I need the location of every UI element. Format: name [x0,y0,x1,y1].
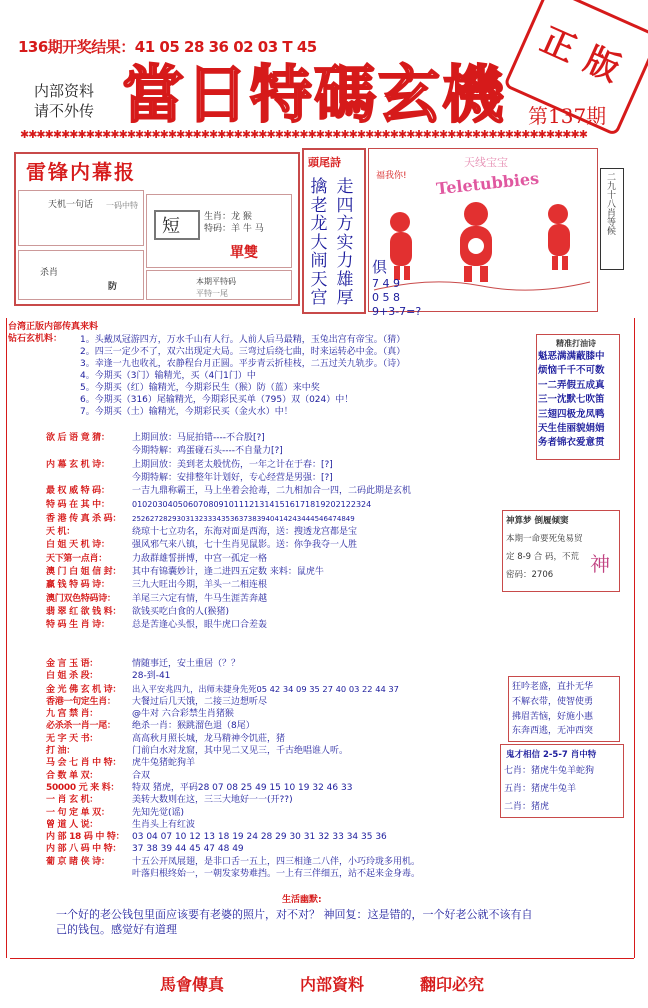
life-text-1: 一个好的老公钱包里面应该要有老婆的照片，对不对？ 神回复：这是错的，一个好老公就不该有自 [56,908,533,921]
table-row [46,696,506,708]
list-item: 东奔西逃，无冲西突 [512,726,594,737]
poem-char: 天 [310,269,328,290]
table-row [46,868,506,880]
row-label: 特 码 生 肖 诗： [46,620,110,631]
row-value: 高高秋月照长城，龙马精神令饥莊，猪 [132,733,286,744]
table-row [46,831,506,843]
table-row [46,485,500,498]
table-row [46,720,506,732]
side-box-4-title: 鬼才相信 2-5-7 肖中特 [506,750,597,760]
table-row [46,807,506,819]
row-label: 天 机： [46,527,75,538]
calc-line-1: 7 4 9 [372,277,400,290]
result-line: 136期开奖结果：41 05 28 36 02 03 T 45 [18,38,317,56]
side-box-1-lines [538,350,618,451]
row-label: 曾 道 人 说： [46,819,99,830]
side-box-2-line3: 定 8-9 合 码，不荒 [506,552,579,562]
row-value: 28-到-41 [132,671,171,682]
row-value: 生肖头上有红波 [132,819,196,830]
row-label: 一 句 定 单 双： [46,807,110,818]
row-label: 九 宫 禁 肖： [46,709,99,720]
left-note-2: 请不外传 [34,102,95,120]
list-item: 三一沈默七吹笛 [538,394,605,406]
row-value: 出入平安兆四九，出师未捷身先死05 42 34 09 35 27 40 03 22 44 37 [132,683,399,694]
list-item: 一二弄假五成真 [538,379,605,391]
row-value: 总是苦逢心头恨，眼牛虎口合差轰 [132,620,268,631]
row-label: 最 权 威 特 码： [46,486,110,497]
table-row [46,513,500,526]
row-value: 绕琼十七立功名，东海对面是西海，送：搜透龙宫都是宝 [132,527,358,538]
table-row [46,472,500,485]
left-inner-a [18,190,144,246]
table-row [46,733,506,745]
table-row [46,757,506,769]
table-row [46,606,500,619]
row-value: 上期回放：马屁拍错----不合股[?] [132,433,265,443]
row-label: 澳门双色特码诗： [46,593,116,604]
list-item: 三翅四极龙凤鸭 [538,408,605,420]
list-item: 烦恼千千不可数 [538,365,605,377]
row-label: 内 部 18 码 中 特： [46,832,125,843]
list-item: 七肖：猪虎牛兔羊蛇狗 [504,766,595,776]
row-value: 绝杀一肖：猴跳溜色退（8尾） [132,721,255,732]
row-label: 打 油： [46,746,75,757]
row-value: 力敌群雄誓拼博，中宫一孤定一格 [132,553,268,564]
side-box-4-lines [504,762,620,816]
side-text: 二九十八肖等候 [605,172,615,235]
table-row [46,593,500,606]
main-frame-left [6,318,7,958]
list-item: 魁恶满满蔽膝中 [538,351,605,362]
table-row [46,619,500,632]
star-divider: ✱✱✱✱✱✱✱✱✱✱✱✱✱✱✱✱✱✱✱✱✱✱✱✱✱✱✱✱✱✱✱✱✱✱✱✱✱✱✱✱✱✱✱✱✱✱✱✱✱✱✱✱✱✱✱✱✱✱✱✱✱✱✱✱✱✱✱✱✱ [20,128,587,141]
row-label: 内 幕 玄 机 诗： [46,459,110,470]
table-row [46,819,506,831]
table-row [46,566,500,579]
row-value: 其中有锦囊妙计，逢二进四五定数 来料：鼠虎牛 [132,566,324,577]
row-value: 情随事迁，安土重居（？？ [132,659,241,669]
row-label: 白 姐 杀 段： [46,671,99,682]
character-mid [460,202,492,282]
poem-char: 厚 [336,288,354,308]
row-label: 必杀杀一肖一尾： [46,721,116,732]
left-inner-b [18,250,144,300]
list-item: 4。今期买（3门）输精光，买（4门1门）中 [80,371,256,381]
table-row [46,782,506,794]
main-frame-right [634,318,635,958]
table-row [46,498,500,512]
list-item: 五肖：猪虎牛兔羊 [504,784,577,794]
row-value: 01020304050607080910111213141516171819202122324 [132,500,372,510]
row-value: 合双 [132,770,151,781]
poem-char: 宫 [310,288,328,308]
side-box-2-line1: 神算梦 倒履倾窦 [506,516,569,526]
row-value: 羊尾三六定有情，牛马生涯苦奔越 [132,593,268,604]
row-value: 今期特解：安排整年计划好，专心经营是男强：[?] [132,472,333,483]
poem-col2 [334,178,356,308]
left-bottom3: 本期平特码 [196,277,236,286]
numbered-list [80,334,526,418]
row-value: 十五公开凤展翅，是非口舌一五上，四三相逢二八伴，小巧玲珑多用机。 [132,856,421,867]
life-text-2: 己的钱包。感觉好有道理 [56,923,177,936]
code-line: 特码：羊 牛 马 [204,224,264,234]
row-label: 赢 钱 特 码 诗： [46,580,110,591]
row-label: 澳 门 白 姐 信 封： [46,566,122,577]
side-box-2-tag: 神 [590,552,610,576]
left-bottom2: 防 [108,282,118,292]
row-label: 一 肖 玄 机： [46,795,99,806]
table-row [46,745,506,757]
table-row [46,658,506,670]
main-head-2: 钻石玄机料： [8,334,63,344]
row-value: @牛对 六合彩禁生肖猪猴 [132,709,234,720]
row-value: 一吉九鼎称霸王，马上坐着会抢毒，二九相加合一四，二码此期是玄机 [132,486,412,497]
table-row [46,683,506,696]
footer-divider [10,958,634,959]
table-row [46,432,500,445]
table-row [46,579,500,592]
list-item: 2。四三一定少不了，双六出现定大局。三弯过后绕七曲，时来运转必中金。（真） [80,347,406,357]
poem-col1 [308,178,330,308]
row-value: 上期回放：美到老太般忧伤，一年之计在于春：[?] [132,459,333,470]
footer-a: 馬會傳真 [160,975,225,994]
poem-char: 走 [336,177,354,197]
poem-char: 大 [310,232,328,253]
poem-char: 实 [336,232,354,253]
table-row [46,770,506,782]
row-value: 门前白水对龙窟，其中见二又见三，千古绝唱谁人听。 [132,746,349,757]
row-value: 今期特解：鸡蛋碰石头----不自量力[?] [132,446,283,457]
row-value: 03 04 07 10 12 13 18 19 24 28 29 30 31 32 33 34 35 36 [132,832,387,843]
row-value: 美转大数则在这，三三大地好一一(开??) [132,795,293,806]
row-label: 50000 元 来 料： [46,782,120,793]
table-row [46,708,506,720]
poem-char: 方 [336,214,354,234]
side-box-2-line2: 本期一命要死兔易贸 [506,534,583,544]
life-title: 生活幽默: [282,895,322,905]
row-label: 白 姐 天 机 诗： [46,540,110,551]
table-row [46,445,500,458]
top-text: 天线宝宝 [464,156,508,169]
row-label: 欲 后 语 竟 猜： [46,433,110,443]
list-item: 狂吟老盛，直扑无华 [512,682,594,692]
list-item: 5。今期买（红）输精光，今期彩民生（猴）防（蓝）来中奖 [80,383,320,393]
side-box-2-line4: 密码：2706 [506,570,554,580]
list-item: 天生佳丽貌娟娟 [538,423,605,435]
list-item: 务者锦衣爱意贯 [538,437,605,449]
list-item: 不解衣带，使智使勇 [512,696,594,707]
table-row [46,526,500,539]
row-value: 欲钱买吃白食的人(猴猪) [132,606,230,617]
rows-block-1 [46,432,500,632]
zodiac-line: 生肖：龙 猴 [204,212,252,222]
row-label: 葡 京 睹 侠 诗： [46,856,110,867]
character-left [390,212,412,280]
row-value: 三九大旺出今期，羊头一二相连根 [132,580,268,591]
row-label: 金 光 佛 玄 机 诗： [46,684,122,695]
list-item: 1。头戴凤冠游四方，万水千山有人行。人前人后马最精，玉兔出宫有帝宝。（猜） [80,335,406,345]
short-badge: 短 [162,216,180,237]
row-label: 内 部 八 码 中 特： [46,844,122,855]
table-row [46,843,506,855]
list-item: 6。今期买（316）尾输精光，今期彩民买单（795）双（024）中！ [80,395,354,405]
list-item: 7。今期买（土）输精光，今期彩民买（金火水）中！ [80,407,293,417]
poem-char: 雄 [336,269,354,290]
list-item: 二肖：猪虎 [504,802,550,812]
calc-line-2: 0 5 8 [372,291,400,304]
row-label: 天下第一点肖： [46,553,107,564]
row-label: 翡 翠 红 欲 钱 料： [46,606,122,617]
poem-char: 力 [336,251,354,271]
row-value: 特双 猪虎，平码28 07 08 25 49 15 10 19 32 46 33 [132,782,353,793]
footer-b: 内部資料 [300,975,365,994]
table-row [46,459,500,472]
row-value: 叶落归根终始一，一朝发家势难挡。一上有三伴细五，站不起来金身毒。 [132,869,421,880]
row-value: 先知先觉(谣) [132,807,185,818]
left-sub1: 天机一句话 [48,200,94,210]
row-value: 25262728293031323334353637383940414243444546474849 [132,514,355,523]
poem-char: 老 [310,195,328,216]
table-row [46,856,506,868]
poem-title: 頭尾詩 [308,156,341,169]
row-value: 虎牛兔猪蛇狗羊 [132,758,196,769]
single-double: 單雙 [230,245,258,261]
row-label: 合 数 单 双： [46,770,99,781]
table-row [46,794,506,806]
poem-char: 闹 [310,251,328,271]
footer-c: 翻印必究 [420,975,485,994]
row-value: 大餐过后几天饿，二接三边想听尽 [132,696,268,707]
poem-char: 龙 [310,214,328,234]
row-label: 特 码 在 其 中： [46,500,110,511]
teletubbies-illustration [372,186,592,296]
row-label: 香 港 传 真 杀 码： [46,513,122,524]
issue-label: 第137期 [528,104,607,128]
greeting: 福我你! [376,171,407,181]
rows-block-2 [46,658,506,880]
side-box-3-lines [512,680,616,739]
calc-line-3: 9+3-7=? [372,305,422,318]
poem-char: 四 [336,195,354,216]
row-value: 强风邪气来八镇，七十生肖见鼠影。送：你争我夺一人胜 [132,540,358,551]
main-head-1: 台湾正版内部传真来料 [8,322,99,332]
list-item: 3。幸逢一九也收礼，农静程台月正圆。平步青云折桂枝，二五过关九轨步。（诗） [80,359,406,369]
table-row [46,670,506,682]
calc-title: 俱 [372,258,388,276]
row-value: 37 38 39 44 45 47 48 49 [132,844,244,855]
left-sub2: 杀肖 [40,268,59,278]
row-label: 金 言 玉 语： [46,659,99,669]
row-label: 香港一句定生肖： [46,696,116,707]
table-row [46,553,500,566]
seal-text: 正版 [534,19,639,96]
table-row [46,539,500,552]
character-right [548,204,570,270]
left-note-1: 内部资料 [34,82,95,100]
page-title: 當日特碼玄機 [122,58,507,131]
left-sub1b: 一码中特 [106,201,138,210]
list-item: 拂眉苦恼，好施小惠 [512,711,594,722]
left-panel-title: 雷锋内幕报 [26,160,136,184]
poem-char: 擒 [310,177,328,197]
row-label: 马 会 七 肖 中 特： [46,758,122,769]
cartoon-banner: Teletubbies [435,168,540,199]
left-bottom1: 平特一尾 [196,289,228,298]
side-box-1-title: 精准打油诗 [556,339,596,348]
row-label: 无 字 天 书： [46,733,99,744]
